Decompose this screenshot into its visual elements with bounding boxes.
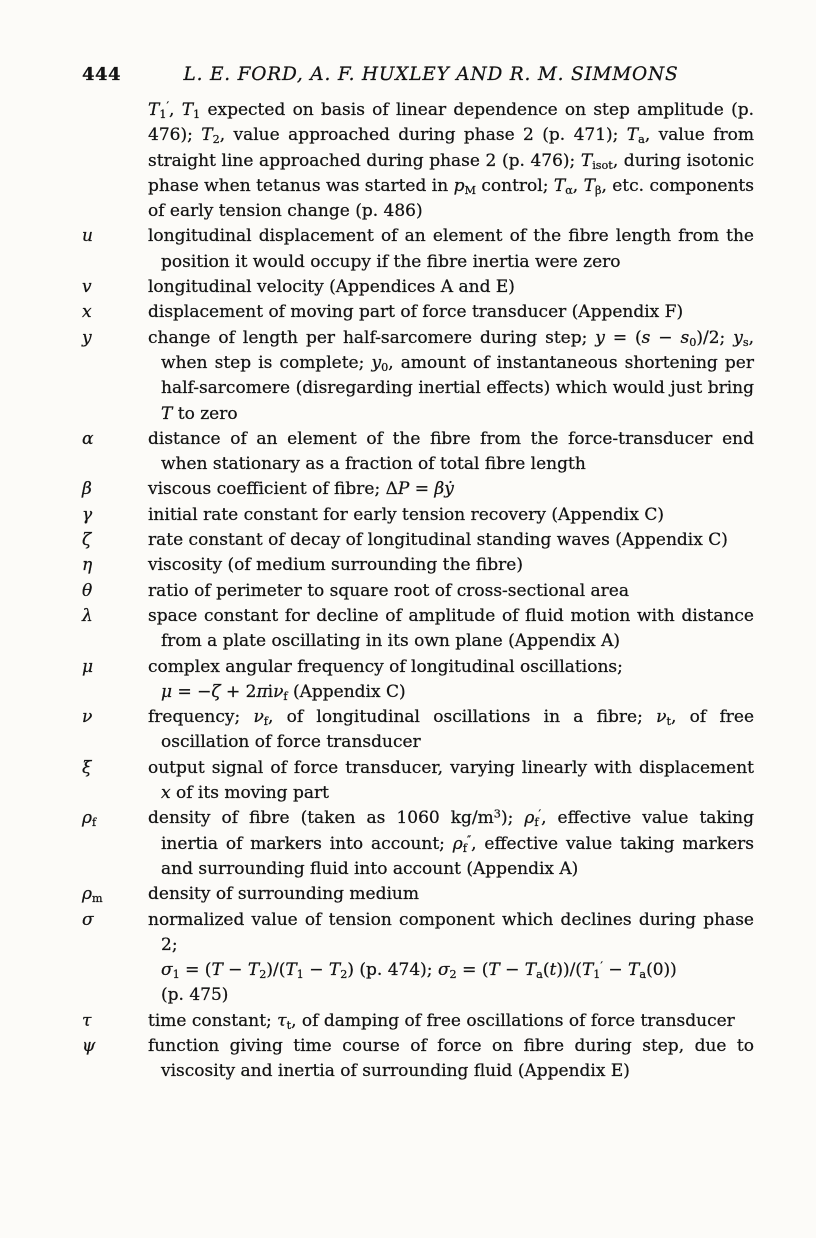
glossary-entry xyxy=(82,882,754,907)
entry-definition: displacement of moving part of force transducer (Appendix F) xyxy=(148,302,684,323)
glossary-entry xyxy=(82,1034,754,1085)
glossary-entry xyxy=(82,756,754,807)
entry-symbol: μ xyxy=(82,656,94,677)
entry-symbol: τ xyxy=(82,1010,92,1031)
entry-symbol: ζ xyxy=(82,530,92,551)
glossary-entry xyxy=(82,553,754,578)
entry-definition: distance of an element of the fibre from the force-transducer end when stationary as a fraction of total fibre length xyxy=(148,428,754,475)
entry-symbol: θ xyxy=(82,580,93,601)
glossary-entry xyxy=(82,275,754,300)
glossary-entry xyxy=(82,477,754,502)
entry-definition: density of surrounding medium xyxy=(148,884,420,905)
entry-definition: time constant; $\tau_t$, of damping of free oscillations of force transducer xyxy=(148,1010,735,1032)
entry-definition: initial rate constant for early tension recovery (Appendix C) xyxy=(148,504,664,525)
glossary-entry xyxy=(82,806,754,882)
entry-definition: normalized value of tension component which declines during phase 2; $\sigma_1 = (T - T_2)/(T_1 - T_2)$ (p. 474); $\sigma_2 = (T - T_a(t))/(T_1' - T_a(0))$ (p. 475) xyxy=(148,909,754,1006)
entry-definition: ratio of perimeter to square root of cross-sectional area xyxy=(148,580,629,601)
entry-symbol: γ xyxy=(82,504,93,525)
entry-definition: complex angular frequency of longitudinal oscillations; μ = −ζ + 2πiν$_f$ (Appendix C) xyxy=(148,656,623,703)
glossary-entry xyxy=(82,503,754,528)
glossary-entry xyxy=(82,579,754,604)
entry-definition: function giving time course of force on fibre during step, due to viscosity and inertia of surrounding fluid (Appendix E) xyxy=(148,1035,754,1082)
entry-symbol: $\rho_m$ xyxy=(82,884,103,905)
glossary-entry xyxy=(82,528,754,553)
glossary-list xyxy=(82,98,754,1085)
running-head: L. E. FORD, A. F. HUXLEY AND R. M. SIMMONS xyxy=(183,64,679,85)
entry-symbol: v xyxy=(82,277,92,298)
entry-definition: frequency; $\nu_f$, of longitudinal oscillations in a fibre; $\nu_t$, of free oscillation of force transducer xyxy=(148,707,755,753)
entry-symbol: λ xyxy=(82,605,93,626)
entry-symbol: β xyxy=(82,479,92,500)
entry-definition: viscosity (of medium surrounding the fibre) xyxy=(148,555,523,576)
entry-definition: rate constant of decay of longitudinal standing waves (Appendix C) xyxy=(148,530,728,551)
glossary-entry xyxy=(82,427,754,478)
entry-definition: space constant for decline of amplitude of fluid motion with distance from a plate oscillating in its own plane (Appendix A) xyxy=(148,605,754,652)
entry-symbol: η xyxy=(82,555,93,576)
glossary-entry xyxy=(82,300,754,325)
glossary-entry xyxy=(82,326,754,427)
entry-symbol: ψ xyxy=(82,1035,96,1056)
entry-symbol: α xyxy=(82,428,94,449)
entry-symbol: σ xyxy=(82,909,94,930)
entry-definition: viscous coefficient of fibre; ΔP = βẏ xyxy=(148,479,454,500)
glossary-entry xyxy=(82,224,754,275)
page-header xyxy=(82,64,754,85)
glossary-entry xyxy=(82,98,754,224)
entry-symbol: x xyxy=(82,302,92,323)
entry-definition: density of fibre (taken as 1060 $kg/m^3$); $\rho_f'$, effective value taking inertia of markers into account; $\rho_f''$, effective value taking markers and surrounding fluid into account (Appendix A) xyxy=(148,807,755,879)
glossary-entry xyxy=(82,604,754,655)
entry-definition: change of length per half-sarcomere during step; $y = (s - s_0)/2$; $y_s$, when step is complete; $y_0$, amount of instantaneous shortening per half-sarcomere (disregarding inertial effects) which would just bring T to zero xyxy=(148,327,754,424)
entry-symbol: y xyxy=(82,327,92,348)
glossary-entry xyxy=(82,655,754,706)
page-number: 444 xyxy=(82,64,122,85)
entry-symbol: ν xyxy=(82,707,93,728)
content xyxy=(82,64,754,1085)
entry-definition: longitudinal displacement of an element of the fibre length from the position it would occupy if the fibre inertia were zero xyxy=(148,226,754,272)
glossary-entry xyxy=(82,1009,754,1034)
entry-definition: longitudinal velocity (Appendices A and E) xyxy=(148,277,515,298)
entry-definition: output signal of force transducer, varying linearly with displacement x of its moving part xyxy=(148,757,754,804)
entry-symbol: ξ xyxy=(82,757,92,778)
entry-definition: $T_1'$, $T_1$ expected on basis of linear dependence on step amplitude (p. 476); $T_2$, value approached during phase 2 (p. 471); $T_a$, value from straight line approached during phase 2 (p. 476); $T_{isot}$, during isotonic phase when tetanus was started in $p_M$ control; $T_\alpha$, $T_\beta$, etc. components of early tension change (p. 486) xyxy=(148,99,755,222)
glossary-entry xyxy=(82,705,754,756)
glossary-entry xyxy=(82,908,754,1009)
entry-symbol: u xyxy=(82,226,93,247)
entry-symbol: $\rho_f$ xyxy=(82,808,97,830)
